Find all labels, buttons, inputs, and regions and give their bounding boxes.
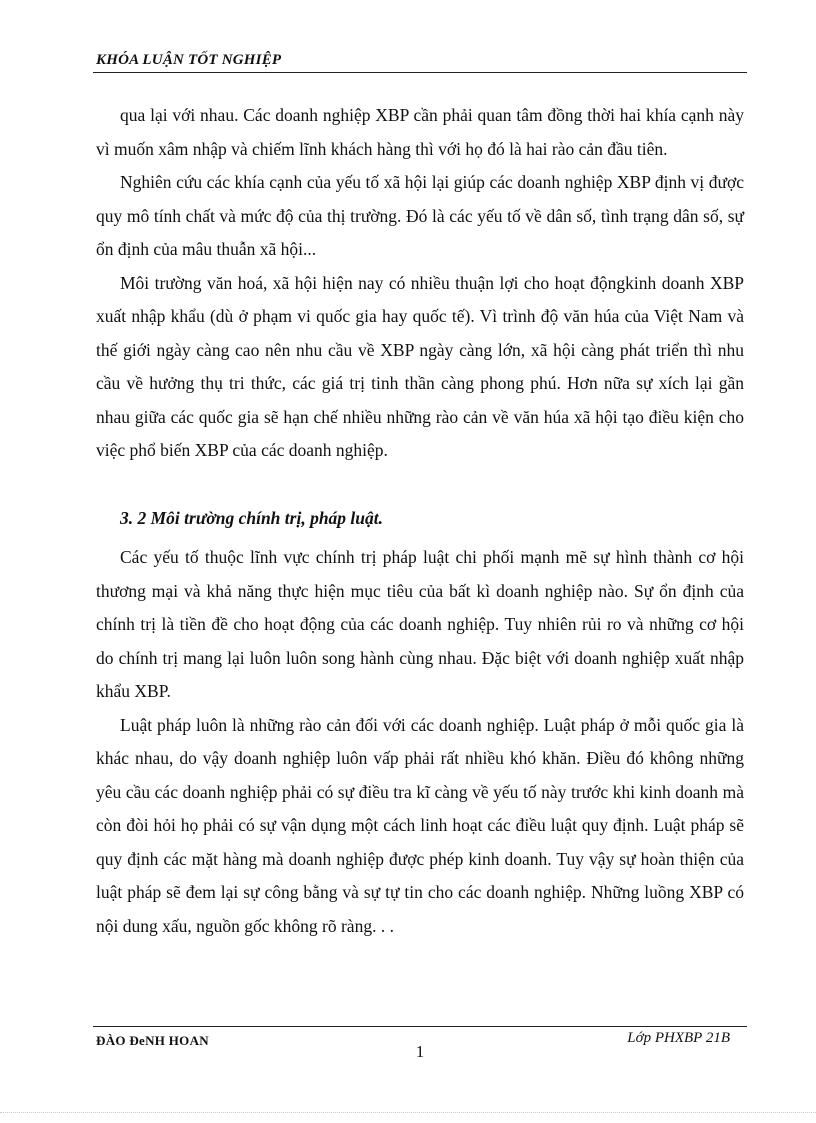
header-title: KHÓA LUẬN TỐT NGHIỆP xyxy=(96,52,282,68)
footer-divider xyxy=(93,1026,747,1027)
document-body xyxy=(96,99,744,943)
footer-author: ĐÀO ĐeNH HOAN xyxy=(96,1033,209,1048)
paragraph-1: qua lại với nhau. Các doanh nghiệp XBP cần phải quan tâm đồng thời hai khía cạnh này vì muốn xâm nhập và chiếm lĩnh khách hàng thì với họ đó là hai rào cản đầu tiên. xyxy=(96,105,744,159)
section-heading: 3. 2 Môi trường chính trị, pháp luật. xyxy=(120,507,384,528)
page-number: 1 xyxy=(415,1042,425,1061)
page-bottom-border xyxy=(0,1112,816,1113)
footer-class-label: Lớp PHXBP 21B xyxy=(627,1030,730,1046)
header-divider xyxy=(93,72,747,73)
paragraph-3: Môi trường văn hoá, xã hội hiện nay có nhiều thuận lợi cho hoạt độngkinh doanh XBP xuất nhập khẩu (dù ở phạm vi quốc gia hay quốc tế). Vì trình độ văn húa của Việt Nam và thế giới ngày càng cao nên nhu cầu về XBP ngày càng lớn, xã hội càng phát triển thì nhu cầu về hưởng thụ tri thức, các giá trị tinh thần càng phong phú. Hơn nữa sự xích lại gần nhau giữa các quốc gia sẽ hạn chế nhiều những rào cản về văn húa xã hội tạo điều kiện cho việc phổ biến XBP của các doanh nghiệp. xyxy=(96,272,744,460)
paragraph-2: Nghiên cứu các khía cạnh của yếu tố xã hội lại giúp các doanh nghiệp XBP định vị được quy mô tính chất và mức độ của thị trường. Đó là các yếu tố về dân số, tình trạng dân số, sự ổn định của mâu thuẫn xã hội... xyxy=(96,172,744,259)
paragraph-5: Luật pháp luôn là những rào cản đối với các doanh nghiệp. Luật pháp ở mỗi quốc gia là khác nhau, do vậy doanh nghiệp luôn vấp phải rất nhiều khó khăn. Điều đó không những yêu cầu các doanh nghiệp phải có sự điều tra kĩ càng về yếu tố này trước khi kinh doanh mà còn đòi hỏi họ phải có sự vận dụng một cách linh hoạt các điều luật quy định. Luật pháp sẽ quy định các mặt hàng mà doanh nghiệp được phép kinh doanh. Tuy vậy sự hoàn thiện của luật pháp sẽ đem lại sự công bằng và sự tự tin cho các doanh nghiệp. Những luồng XBP có nội dung xấu, nguồn gốc không rõ ràng. . . xyxy=(96,714,744,936)
paragraph-4: Các yếu tố thuộc lĩnh vực chính trị pháp luật chi phối mạnh mẽ sự hình thành cơ hội thương mại và khả năng thực hiện mục tiêu của bất kì doanh nghiệp nào. Sự ổn định của chính trị là tiền đề cho hoạt động của các doanh nghiệp. Tuy nhiên rủi ro và những cơ hội do chính trị mang lại luôn luôn song hành cùng nhau. Đặc biệt với doanh nghiệp xuất nhập khẩu XBP. xyxy=(96,547,744,701)
